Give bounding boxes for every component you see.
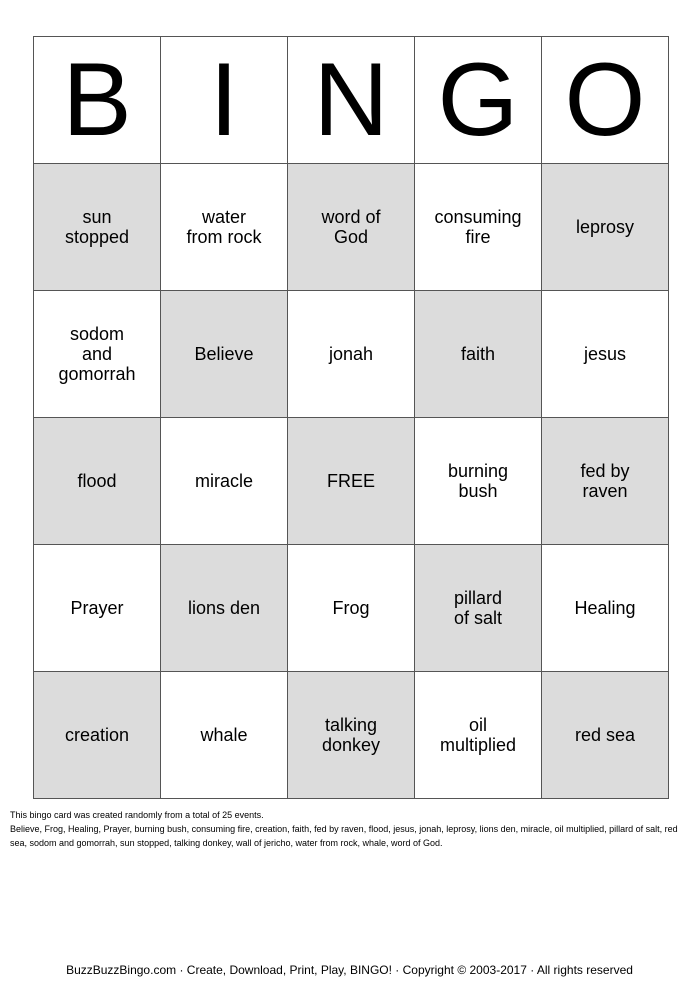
card-row [34,545,669,672]
header-letter-n: N [288,37,415,164]
header-letter-g: G [415,37,542,164]
bingo-cell: oil multiplied [415,672,542,799]
header-letter-o: O [542,37,669,164]
bingo-cell: Believe [161,291,288,418]
card-note [10,808,685,850]
bingo-cell: pillard of salt [415,545,542,672]
free-space-cell: FREE [288,418,415,545]
bingo-cell: burning bush [415,418,542,545]
bingo-cell: word of God [288,164,415,291]
note-summary: This bingo card was created randomly from a total of 25 events. [10,810,264,820]
card-row [34,672,669,799]
header-letter-i: I [161,37,288,164]
bingo-cell: jesus [542,291,669,418]
note-event-list: Believe, Frog, Healing, Prayer, burning bush, consuming fire, creation, faith, fed by raven, flood, jesus, jonah, leprosy, lions den, miracle, oil multiplied, pillard of salt, red sea, sodom and gomorrah, sun stopped, talking donkey, wall of jericho, water from rock, whale, word of God. [10,824,678,848]
bingo-cell: leprosy [542,164,669,291]
bingo-cell: creation [34,672,161,799]
bingo-cell: whale [161,672,288,799]
bingo-cell: sodom and gomorrah [34,291,161,418]
card-row [34,418,669,545]
header-letter-b: B [34,37,161,164]
bingo-cell: lions den [161,545,288,672]
bingo-cell: jonah [288,291,415,418]
header-row [34,37,669,164]
card-row [34,291,669,418]
bingo-card [33,36,669,799]
bingo-cell: sun stopped [34,164,161,291]
card-row [34,164,669,291]
bingo-cell: fed by raven [542,418,669,545]
bingo-cell: water from rock [161,164,288,291]
site-footer: BuzzBuzzBingo.com · Create, Download, Print, Play, BINGO! · Copyright © 2003-2017 · All rights reserved [66,963,633,977]
bingo-cell: consuming fire [415,164,542,291]
bingo-cell: faith [415,291,542,418]
bingo-cell: talking donkey [288,672,415,799]
bingo-cell: Prayer [34,545,161,672]
bingo-cell: flood [34,418,161,545]
bingo-cell: miracle [161,418,288,545]
bingo-cell: Frog [288,545,415,672]
bingo-cell: red sea [542,672,669,799]
bingo-cell: Healing [542,545,669,672]
